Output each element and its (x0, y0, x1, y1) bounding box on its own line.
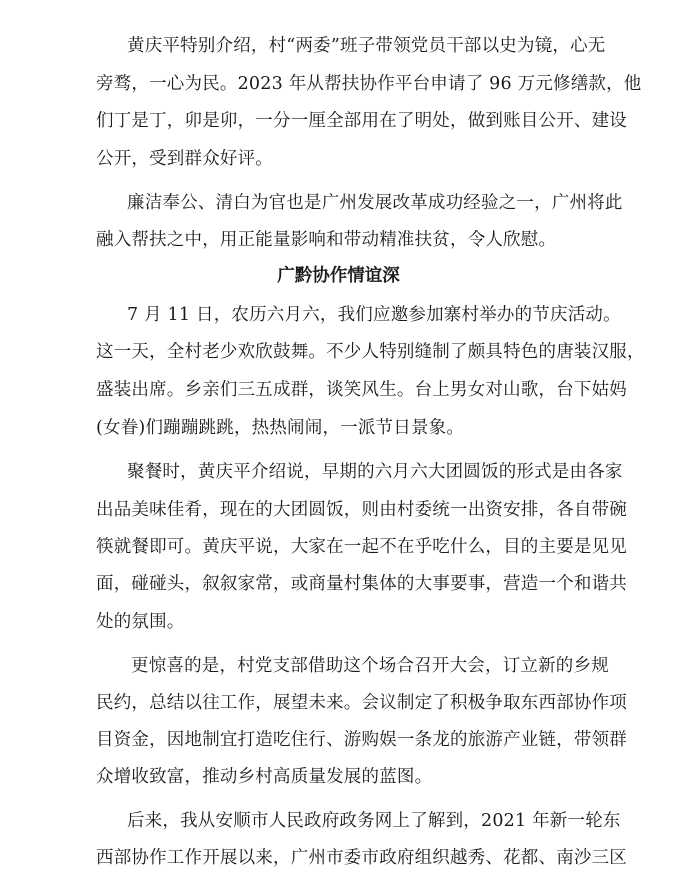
text-line: 目资金，因地制宜打造吃住行、游购娱一条龙的旅游产业链，带领群 (96, 730, 627, 750)
text-line: 这一天，全村老少欢欣鼓舞。不少人特别缝制了颇具特色的唐装汉服， (96, 342, 645, 362)
text-line: 公开，受到群众好评。 (96, 149, 273, 169)
text-line: 后来，我从安顺市人民政府政务网上了解到，2021 年新一轮东 (127, 811, 621, 831)
text-line: 出品美味佳肴，现在的大团圆饭，则由村委统一出资安排，各自带碗 (96, 500, 627, 520)
text-line: 更惊喜的是，村党支部借助这个场合召开大会，订立新的乡规 (131, 656, 609, 676)
text-line: 们丁是丁，卯是卯，一分一厘全部用在了明处，做到账目公开、建设 (96, 111, 627, 131)
text-line: 融入帮扶之中，用正能量影响和带动精准扶贫，令人欣慰。 (96, 230, 557, 250)
text-line: 7 月 11 日，农历六月六，我们应邀参加寨村举办的节庆活动。 (127, 305, 621, 325)
text-line: 众增收致富，推动乡村高质量发展的蓝图。 (96, 767, 433, 787)
text-line: 聚餐时，黄庆平介绍说，早期的六月六大团圆饭的形式是由各家 (127, 462, 623, 482)
text-line: 廉洁奉公、清白为官也是广州发展改革成功经验之一，广州将此 (127, 193, 623, 213)
text-line: 处的氛围。 (96, 612, 185, 632)
text-line: (女眷)们蹦蹦跳跳，热热闹闹，一派节日景象。 (96, 418, 465, 438)
text-line: 民约，总结以往工作，展望未来。会议制定了积极争取东西部协作项 (96, 693, 627, 713)
text-line: 旁骛，一心为民。2023 年从帮扶协作平台申请了 96 万元修缮款，他 (96, 74, 642, 94)
section-heading: 广黔协作情谊深 (277, 266, 400, 286)
text-line: 盛装出席。乡亲们三五成群，谈笑风生。台上男女对山歌，台下姑妈 (96, 380, 627, 400)
text-line: 筷就餐即可。黄庆平说，大家在一起不在乎吃什么，目的主要是见见 (96, 537, 627, 557)
text-line: 西部协作工作开展以来，广州市委市政府组织越秀、花都、南沙三区 (96, 848, 627, 868)
text-line: 面，碰碰头，叙叙家常，或商量村集体的大事要事，营造一个和谐共 (96, 574, 627, 594)
text-line: 黄庆平特别介绍，村“两委”班子带领党员干部以史为镜，心无 (127, 36, 606, 56)
